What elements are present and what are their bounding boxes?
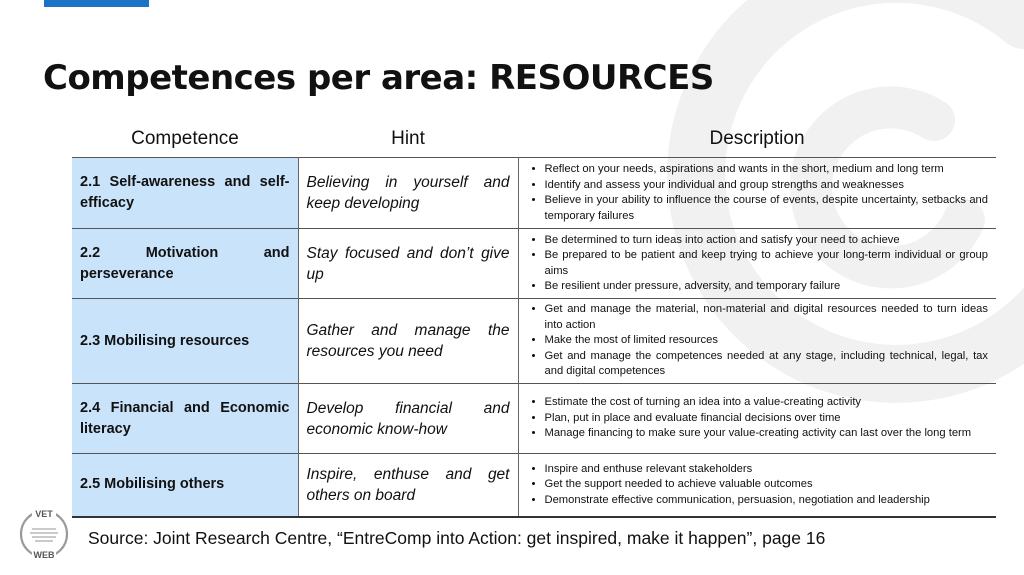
description-item: • Be determined to turn ideas into action and satisfy your need to achieve xyxy=(545,233,989,249)
table-row xyxy=(72,158,996,229)
table-row xyxy=(72,454,996,517)
description-cell xyxy=(518,454,996,517)
accent-bar xyxy=(44,0,149,7)
description-item: • Manage financing to make sure your value-creating activity can last over the long term xyxy=(545,426,989,442)
competences-table xyxy=(72,157,996,518)
description-cell xyxy=(518,299,996,384)
description-cell xyxy=(518,158,996,229)
description-item: • Estimate the cost of turning an idea into a value-creating activity xyxy=(545,395,989,411)
description-item: • Be resilient under pressure, adversity, and temporary failure xyxy=(545,279,989,295)
description-item: • Make the most of limited resources xyxy=(545,333,989,349)
table-row xyxy=(72,229,996,299)
hint-cell: Stay focused and don’t give up xyxy=(298,229,518,299)
hint-cell: Inspire, enthuse and get others on board xyxy=(298,454,518,517)
competence-cell: 2.5 Mobilising others xyxy=(72,454,298,517)
column-header-hint: Hint xyxy=(391,128,425,149)
logo-text-bottom: WEB xyxy=(33,550,55,560)
description-item: • Plan, put in place and evaluate financial decisions over time xyxy=(545,411,989,427)
description-item: • Get and manage the competences needed at any stage, including technical, legal, tax and digital competences xyxy=(545,349,989,380)
description-item: • Get the support needed to achieve valuable outcomes xyxy=(545,477,989,493)
column-header-description: Description xyxy=(709,128,805,149)
hint-cell: Believing in yourself and keep developing xyxy=(298,158,518,229)
description-item: • Get and manage the material, non-material and digital resources needed to turn ideas into action xyxy=(545,302,989,333)
competence-cell: 2.2 Motivation and perseverance xyxy=(72,229,298,299)
description-item: • Believe in your ability to influence the course of events, despite uncertainty, setbacks and temporary failures xyxy=(545,193,989,224)
description-cell xyxy=(518,384,996,454)
competence-cell: 2.3 Mobilising resources xyxy=(72,299,298,384)
description-cell xyxy=(518,229,996,299)
description-item: • Be prepared to be patient and keep trying to achieve your long-term individual or group aims xyxy=(545,248,989,279)
page-title: Competences per area: RESOURCES xyxy=(43,58,714,98)
hint-cell: Gather and manage the resources you need xyxy=(298,299,518,384)
hint-cell: Develop financial and economic know-how xyxy=(298,384,518,454)
logo-text-top: VET xyxy=(35,509,53,519)
table-row xyxy=(72,384,996,454)
table-row xyxy=(72,299,996,384)
description-item: • Reflect on your needs, aspirations and wants in the short, medium and long term xyxy=(545,162,989,178)
description-item: • Identify and assess your individual and group strengths and weaknesses xyxy=(545,178,989,194)
description-item: • Demonstrate effective communication, persuasion, negotiation and leadership xyxy=(545,493,989,509)
vet-web-logo-icon xyxy=(18,508,70,560)
competence-cell: 2.1 Self-awareness and self-efficacy xyxy=(72,158,298,229)
column-header-competence: Competence xyxy=(131,128,239,149)
competence-cell: 2.4 Financial and Economic literacy xyxy=(72,384,298,454)
source-citation: Source: Joint Research Centre, “EntreComp into Action: get inspired, make it happen”, page 16 xyxy=(88,528,826,548)
description-item: • Inspire and enthuse relevant stakeholders xyxy=(545,462,989,478)
